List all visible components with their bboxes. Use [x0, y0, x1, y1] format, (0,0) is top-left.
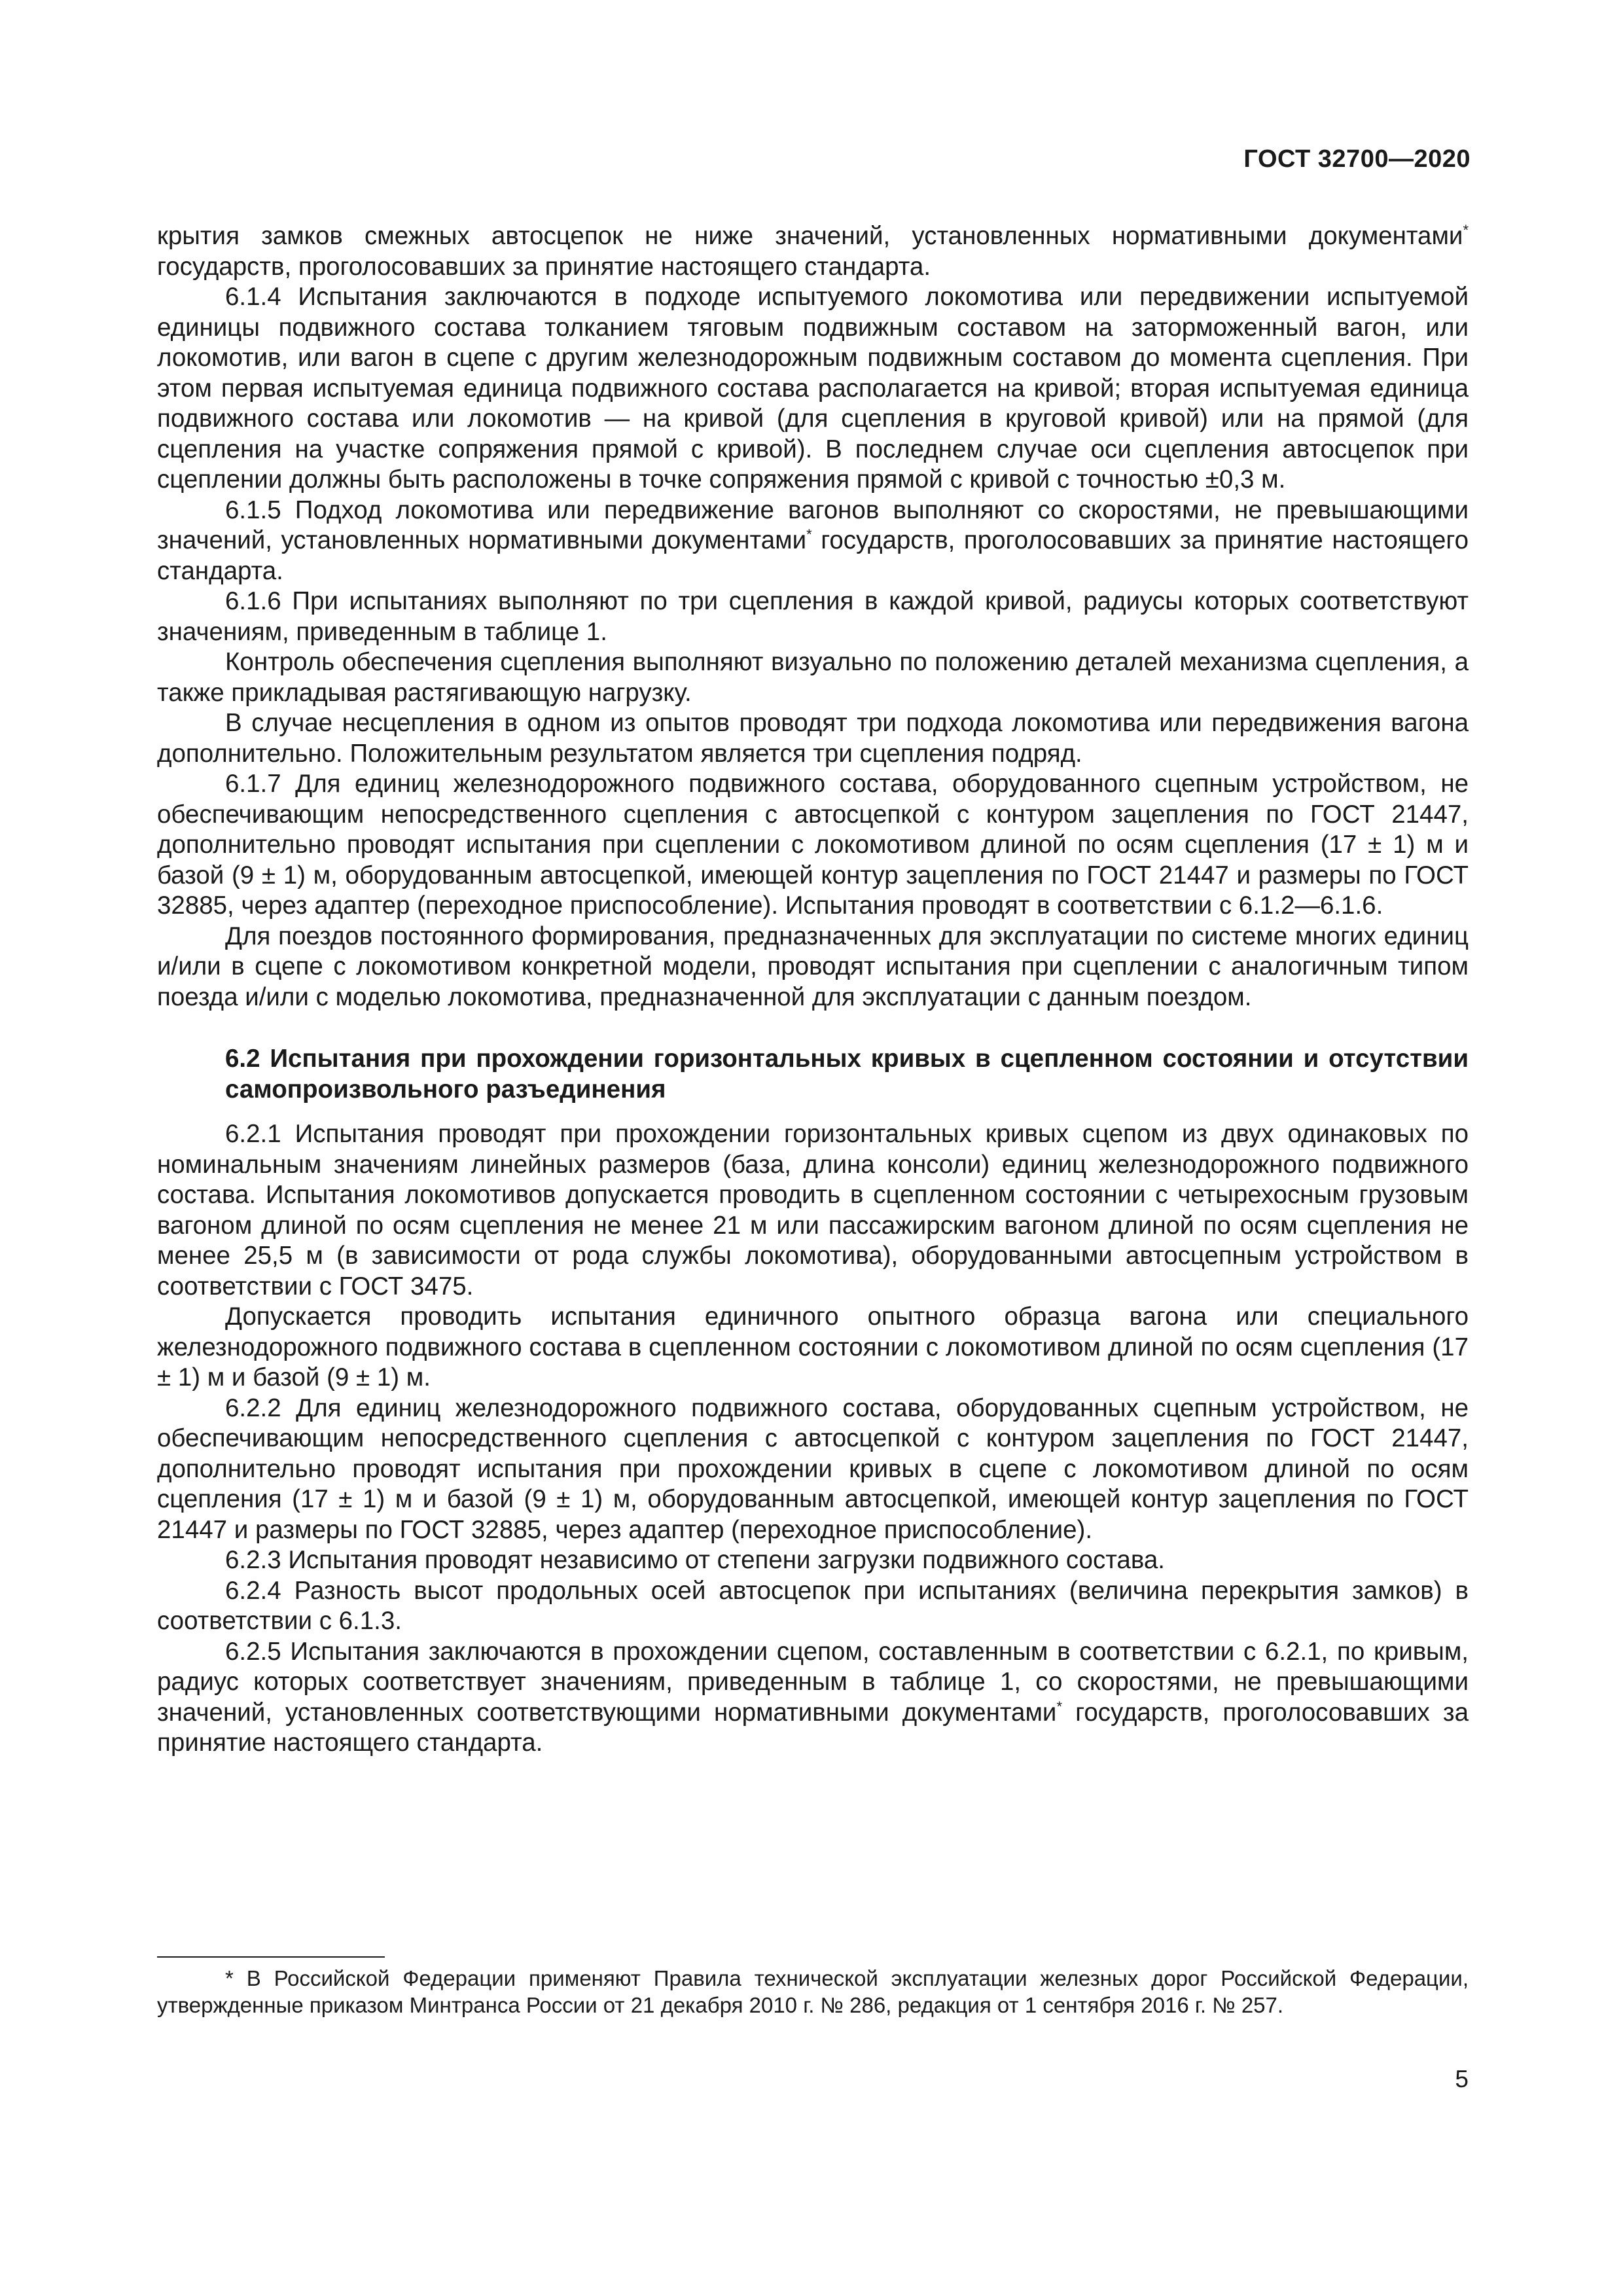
footnote-ref: *: [806, 526, 812, 543]
paragraph-coupling-control: Контроль обеспечения сцепления выполняют визуально по положению деталей механизма сцепления, а также прикладывая растягивающую нагрузку.: [157, 648, 1469, 707]
footnote: * В Российской Федерации применяют Правила технической эксплуатации железных дорог Российской Федерации, утвержденные приказом Минтранса России от 21 декабря 2010 г. № 286, редакция от 1 сентября 2016 г. № 257.: [157, 1966, 1469, 2017]
paragraph-6-1-5: 6.1.5 Подход локомотива или передвижение вагонов выполняют со скоростями, не превышающими значений, установленных нормативными документами* государств, проголосовавших за принятие настоящего стандарта.: [157, 495, 1469, 585]
paragraph-6-2-4: 6.2.4 Разность высот продольных осей автосцепок при испытаниях (величина перекрытия замков) в соответствии с 6.1.3.: [157, 1576, 1469, 1635]
footnote-ref: *: [1056, 1698, 1062, 1715]
paragraph-fixed-trains: Для поездов постоянного формирования, предназначенных для эксплуатации по системе многих единиц и/или в сцепе с локомотивом конкретной модели, проводят испытания при сцеплении с аналогичным типом поезда и/или с моделью локомотива, предназначенной для эксплуатации с данным поездом.: [157, 922, 1469, 1011]
page-number: 5: [1455, 2066, 1469, 2092]
document-header: ГОСТ 32700—2020: [1243, 145, 1471, 173]
paragraph-6-1-7: 6.1.7 Для единиц железнодорожного подвижного состава, оборудованного сцепным устройством, не обеспечивающим непосредственного сцепления с автосцепкой с контуром зацепления по ГОСТ 21447, дополнительно проводят испытания при сцеплении с локомотивом длиной по осям сцепления (17 ± 1) м и базой (9 ± 1) м, оборудованным автосцепкой, имеющей контур зацепления по ГОСТ 21447 и размеры по ГОСТ 32885, через адаптер (переходное приспособление). Испытания проводят в соответствии с 6.1.2—6.1.6.: [157, 770, 1469, 920]
paragraph-6-2-5: 6.2.5 Испытания заключаются в прохождении сцепом, составленным в соответствии с 6.2.1, по кривым, радиус которых соответствует значениям, приведенным в таблице 1, со скоростями, не превышающими значений, установленных соответствующими нормативными документами* государств, проголосовавших за принятие настоящего стандарта.: [157, 1637, 1469, 1757]
footnote-separator: [157, 1956, 385, 1958]
paragraph-6-1-4: 6.1.4 Испытания заключаются в подходе испытуемого локомотива или передвижении испытуемой единицы подвижного состава толканием тяговым подвижным составом на заторможенный вагон, или локомотив, или вагон в сцепе с другим железнодорожным подвижным составом до момента сцепления. При этом первая испытуемая единица подвижного состава располагается на кривой; вторая испытуемая единица подвижного состава или локомотив — на кривой (для сцепления в круговой кривой) или на прямой (для сцепления на участке сопряжения прямой с кривой). В последнем случае оси сцепления автосцепок при сцеплении должны быть расположены в точке сопряжения прямой с кривой с точностью ±0,3 м.: [157, 283, 1469, 493]
paragraph-continuation: крытия замков смежных автосцепок не ниже значений, установленных нормативными документами* государств, проголосовавших за принятие настоящего стандарта.: [157, 222, 1469, 281]
paragraph-6-2-1: 6.2.1 Испытания проводят при прохождении горизонтальных кривых сцепом из двух одинаковых по номинальным значениям линейных размеров (база, длина консоли) единиц железнодорожного подвижного состава. Испытания локомотивов допускается проводить в сцепленном состоянии с четырехосным грузовым вагоном длиной по осям сцепления не менее 21 м или пассажирским вагоном длиной по осям сцепления не менее 25,5 м (в зависимости от рода службы локомотива), оборудованными автосцепным устройством в соответствии с ГОСТ 3475.: [157, 1120, 1469, 1300]
body-text: [157, 221, 1469, 1759]
footnote-ref: *: [1463, 222, 1469, 239]
section-heading-6-2: 6.2 Испытания при прохождении горизонтальных кривых в сцепленном состоянии и отсутствии самопроизвольного разъединения: [225, 1045, 1469, 1103]
paragraph-single-sample: Допускается проводить испытания единичного опытного образца вагона или специального железнодорожного подвижного состава в сцепленном состоянии с локомотивом длиной по осям сцепления (17 ± 1) м и базой (9 ± 1) м.: [157, 1302, 1469, 1391]
paragraph-6-1-6: 6.1.6 При испытаниях выполняют по три сцепления в каждой кривой, радиусы которых соответствуют значениям, приведенным в таблице 1.: [157, 587, 1469, 646]
paragraph-6-2-2: 6.2.2 Для единиц железнодорожного подвижного состава, оборудованных сцепным устройством, не обеспечивающим непосредственного сцепления с автосцепкой с контуром зацепления по ГОСТ 21447, дополнительно проводят испытания при прохождении кривых в сцепе с локомотивом длиной по осям сцепления (17 ± 1) м и базой (9 ± 1) м, оборудованным автосцепкой, имеющей контур зацепления по ГОСТ 21447 и размеры по ГОСТ 32885, через адаптер (переходное приспособление).: [157, 1393, 1469, 1544]
paragraph-6-2-3: 6.2.3 Испытания проводят независимо от степени загрузки подвижного состава.: [225, 1546, 1165, 1574]
paragraph-uncoupling-case: В случае несцепления в одном из опытов проводят три подхода локомотива или передвижения вагона дополнительно. Положительным результатом является три сцепления подряд.: [157, 709, 1469, 768]
